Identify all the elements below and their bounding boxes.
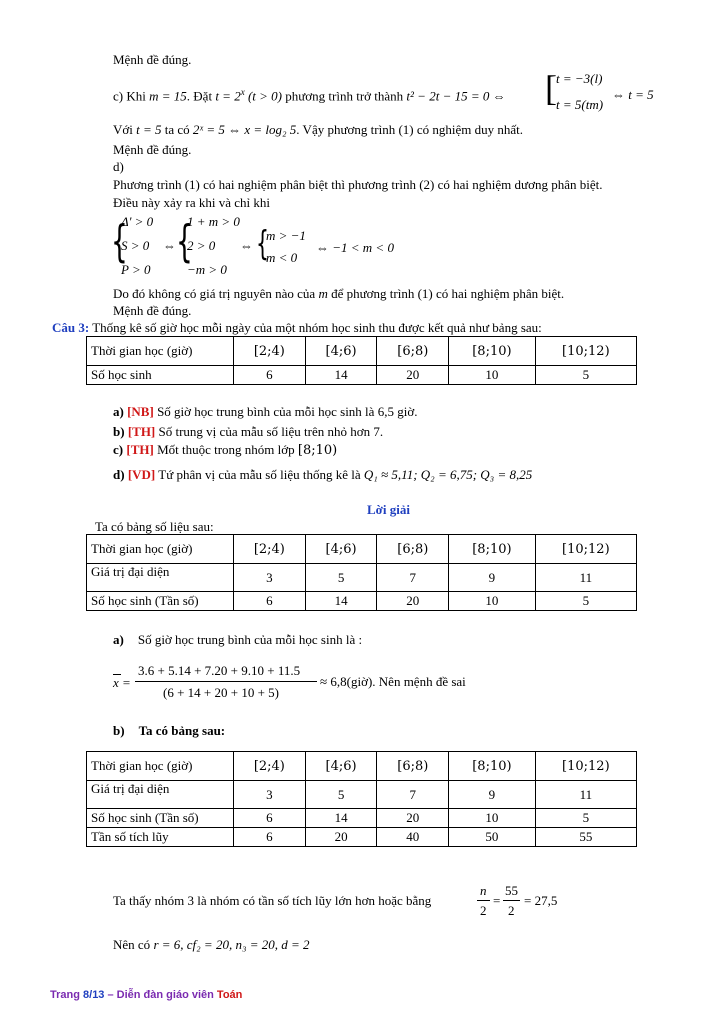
text: Số trung vị của mẫu số liệu trên nhỏ hơn 7. [155,424,384,439]
text-line: Mệnh đề đúng. [113,142,192,157]
value: ≈ 6,8 [320,674,347,689]
statement-c [113,442,337,458]
brace: { [256,224,269,264]
sys2-row: 1 + m > 0 [187,214,240,229]
solution-b [113,723,225,739]
footer-text: – Diễn đàn giáo viên [104,989,217,1001]
text: Với [113,122,137,137]
sys3-row: m < 0 [266,250,298,265]
cell: 20 [377,592,449,611]
solution-heading: Lời giải [367,502,410,517]
cell: 11 [535,781,636,809]
mean-numerator: 3.6 + 5.14 + 7.20 + 9.10 + 11.5 [138,663,301,678]
cell: 6 [234,366,306,385]
sys2-row: −m > 0 [187,262,227,277]
frac-2: 2 [480,903,487,918]
conclusion-line [113,286,564,302]
math: t = 2 [215,88,241,104]
case-result: ⇔ t = 5 [612,87,654,102]
cell: Giá trị đại diện [87,564,234,592]
cell: 5 [305,781,377,809]
label: a) [113,404,128,419]
math: t² − 2t − 15 = 0 ⇔ [406,88,506,104]
cell: 5 [305,564,377,592]
group-text: Ta thấy nhóm 3 là nhóm có tần số tích lũy lớn hơn hoặc bằng [113,893,432,908]
cell: 6 [234,809,306,828]
value: 6,5 [377,404,394,419]
cell: 9 [449,781,536,809]
cell: Thời gian học (giờ) [87,752,234,781]
sys3-row: m > −1 [266,228,306,243]
sys-result: ⇔ −1 < m < 0 [316,240,394,255]
statement-d [113,467,532,483]
mean-result [320,674,466,690]
with-line [113,122,523,138]
math-exp: x [240,87,245,97]
cell: [2;4) [234,337,306,366]
text: (giờ). Nên mệnh đề sai [346,674,466,689]
question-text: Thống kê số giờ học mỗi ngày của một nhóm học sinh thu được kết quả như bảng sau: [89,320,542,335]
cell: 5 [535,366,636,385]
sys2-row: 2 > 0 [187,238,216,253]
text: Số giờ học trung bình của mỗi học sinh là : [137,632,363,647]
brace: { [111,216,128,267]
cell: [6;8) [377,752,449,781]
cell: [2;4) [234,535,306,564]
text-line: Mệnh đề đúng. [113,52,192,67]
tag: [VD] [127,467,156,482]
tag: [TH] [127,424,156,439]
text-line: Phương trình (1) có hai nghiệm phân biệt thì phương trình (2) có hai nghiệm dương phân biệt. [113,177,603,192]
question-heading [52,320,542,336]
case-2: t = 5(tm) [556,97,604,112]
text-line: d) [113,159,124,174]
solution-a [113,632,362,648]
frac-2b: 2 [508,903,515,918]
cell: 55 [535,828,636,847]
footer-trang: Trang [50,989,84,1001]
cell: [4;6) [305,337,377,366]
cell: Tần số tích lũy [87,828,234,847]
cell: [8;10) [449,337,536,366]
cell: 7 [377,781,449,809]
cell: 6 [234,592,306,611]
text: Ta có bảng sau: [138,723,226,738]
text: . Vậy phương trình (1) có nghiệm duy nhất. [296,122,523,137]
params-line [113,937,310,953]
cell: 20 [377,366,449,385]
page-footer [50,989,242,1001]
text: để phương trình (1) có hai nghiệm phân biệt. [327,286,565,301]
fraction-bar [135,681,317,682]
cell: 9 [449,564,536,592]
label: a) [113,632,124,647]
cell: Số học sinh [87,366,234,385]
solution-table-1 [86,534,637,611]
frac-eq: = [493,893,501,908]
cell: [8;10) [449,535,536,564]
text: Số giờ học trung bình của mỗi học sinh là [153,404,378,419]
brace: { [176,216,193,267]
iff: ⇔ [163,238,176,253]
math: t = 5 [136,122,162,137]
frac-n: n [480,883,487,898]
cell: [10;12) [535,535,636,564]
cell: Thời gian học (giờ) [87,337,234,366]
fraction-bar [503,900,520,901]
text: giờ. [397,404,418,419]
label: d) [113,467,128,482]
cell: 14 [305,592,377,611]
label: b) [113,424,128,439]
text-line: Ta có bảng số liệu sau: [95,519,214,534]
cell: [8;10) [449,752,536,781]
statement-a [113,404,417,420]
cell: [6;8) [377,337,449,366]
cell: 7 [377,564,449,592]
cell: 3 [234,564,306,592]
text: Do đó không có giá trị nguyên nào của [113,286,319,301]
cell: [4;6) [305,535,377,564]
value: Q₁ ≈ 5,11; Q₂ = 6,75; Q₃ = 8,25 [363,467,533,482]
mean-denominator: (6 + 14 + 20 + 10 + 5) [163,685,279,700]
cell: [2;4) [234,752,306,781]
case-1: t = −3(l) [556,71,603,86]
value: [8;10) [297,443,338,458]
fraction-bar [477,900,490,901]
math: r = 6, cf₂ = 20, n₃ = 20, d = 2 [153,937,310,952]
cell: 50 [449,828,536,847]
cell: 11 [535,564,636,592]
sys1-row: P > 0 [121,262,151,277]
overline [113,674,121,675]
tag: [NB] [127,404,154,419]
cell: Số học sinh (Tần số) [87,809,234,828]
page-number: 8/13 [83,989,105,1001]
bracket: [ [545,68,557,108]
text: Nên có [113,937,154,952]
cell: 3 [234,781,306,809]
cell: Thời gian học (giờ) [87,535,234,564]
sys1-row: Δ' > 0 [121,214,154,229]
cell: 6 [234,828,306,847]
cell: 40 [377,828,449,847]
tag: [TH] [126,442,154,457]
mean-lhs: x = [113,675,131,690]
cell: [6;8) [377,535,449,564]
cell: 10 [449,809,536,828]
cell: Số học sinh (Tần số) [87,592,234,611]
cell: 10 [449,592,536,611]
question-table [86,336,637,385]
cell: 10 [449,366,536,385]
part-c-line [113,87,506,104]
label: b) [113,723,125,738]
label: c) [113,442,127,457]
cell: [4;6) [305,752,377,781]
text: phương trình trở thành [282,88,407,104]
text: Tứ phân vị của mẫu số liệu thống kê là [155,467,364,482]
solution-table-2 [86,751,637,847]
statement-b [113,424,383,440]
cell: 20 [305,828,377,847]
text: Mốt thuộc trong nhóm lớp [153,442,298,457]
frac-55: 55 [505,883,518,898]
question-label: Câu 3: [52,320,90,335]
frac-result: = 27,5 [524,893,558,908]
cell: 20 [377,809,449,828]
math: (t > 0) [247,88,282,104]
cell: [10;12) [535,337,636,366]
cell: Giá trị đại diện [87,781,234,809]
math: m = 15 [149,88,187,104]
text-line: Mệnh đề đúng. [113,303,192,318]
math: m [318,286,328,301]
cell: [10;12) [535,752,636,781]
footer-toan: Toán [216,989,243,1001]
text: . Đặt [186,88,216,104]
text: ta có [161,122,193,137]
cell: 14 [305,366,377,385]
sys1-row: S > 0 [121,238,150,253]
cell: 14 [305,809,377,828]
iff: ⇔ [240,238,253,253]
text-line: Điều này xảy ra khi và chỉ khi [113,195,271,210]
cell: 5 [535,809,636,828]
math: 2ˣ = 5 ⇔ x = log₂ 5 [192,122,297,137]
text: c) Khi [113,88,150,104]
cell: 5 [535,592,636,611]
